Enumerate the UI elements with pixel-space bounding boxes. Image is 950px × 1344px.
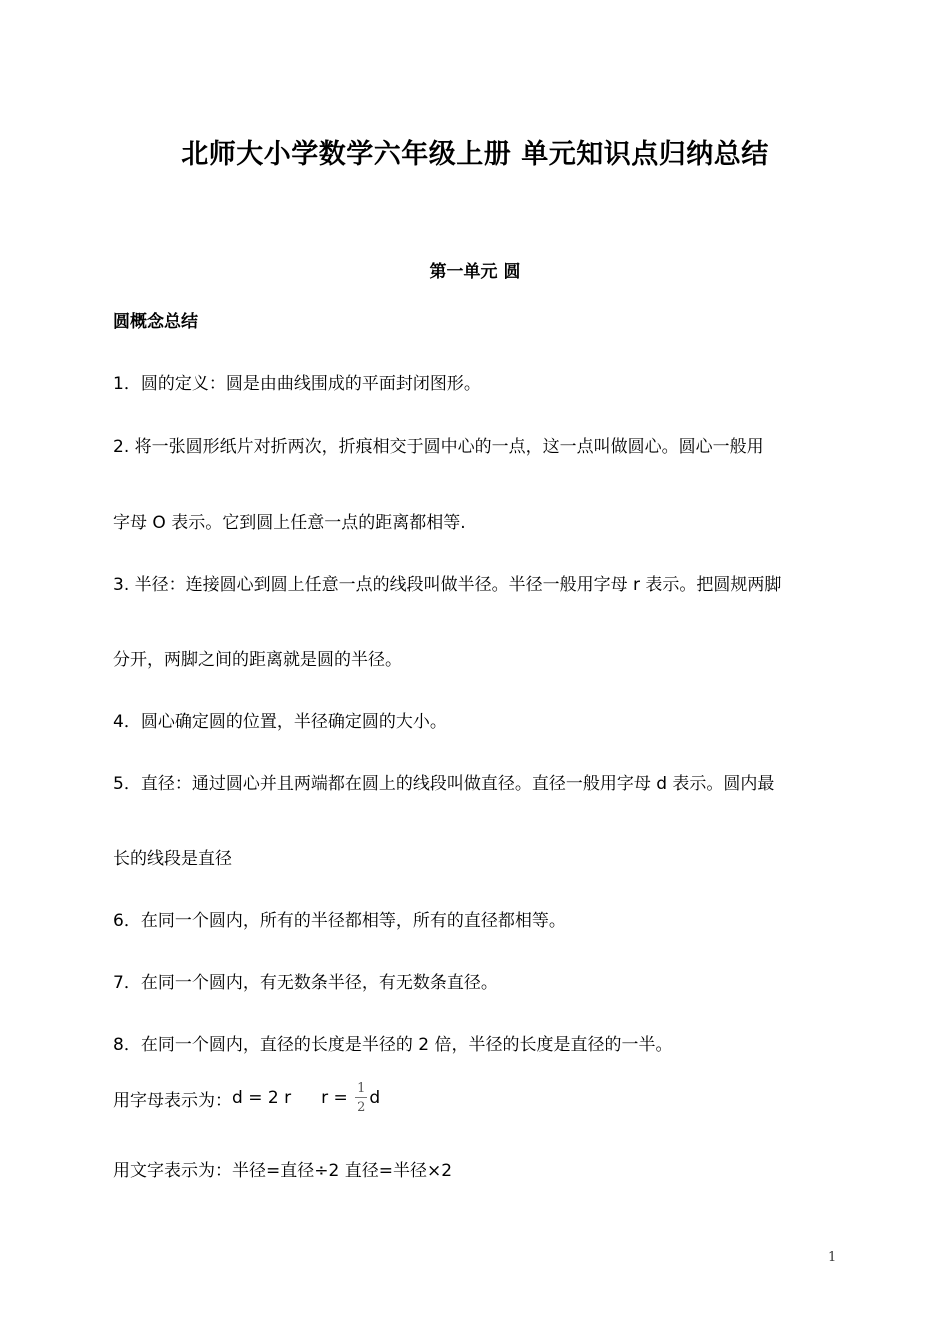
paragraph-line: 1．圆的定义：圆是由曲线围成的平面封闭图形。 [113,374,481,394]
paragraph-line: 6．在同一个圆内，所有的半径都相等，所有的直径都相等。 [113,911,566,931]
paragraph-line: 4．圆心确定圆的位置，半径确定圆的大小。 [113,712,447,732]
formula-words: 用文字表示为：半径=直径÷2 直径=半径×2 [113,1161,453,1181]
formula-letters [113,1082,380,1128]
page-number: 1 [828,1250,837,1265]
formula-prefix: 用字母表示为： [113,1090,232,1111]
fraction-numerator: 1 [357,1081,366,1096]
paragraph-line: 5．直径：通过圆心并且两端都在圆上的线段叫做直径。直径一般用字母 d 表示。圆内最 [113,774,775,794]
formula-eq1: d = 2 r [232,1088,292,1108]
section-title: 圆概念总结 [113,312,198,332]
fraction-one-half [355,1082,367,1114]
document-title: 北师大小学数学六年级上册 单元知识点归纳总结 [181,139,769,170]
paragraph-line: 2. 将一张圆形纸片对折两次，折痕相交于圆中心的一点，这一点叫做圆心。圆心一般用 [113,437,764,457]
paragraph-line: 3. 半径：连接圆心到圆上任意一点的线段叫做半径。半径一般用字母 r 表示。把圆规两脚 [113,575,782,595]
paragraph-line: 分开，两脚之间的距离就是圆的半径。 [113,650,402,670]
paragraph-line: 8．在同一个圆内，直径的长度是半径的 2 倍，半径的长度是直径的一半。 [113,1035,673,1055]
unit-title: 第一单元 圆 [429,262,521,282]
formula-eq2-left: r = [321,1088,348,1108]
formula-eq2-right: d [369,1088,381,1108]
paragraph-line: 7．在同一个圆内，有无数条半径，有无数条直径。 [113,973,498,993]
fraction-denominator: 2 [357,1100,366,1115]
paragraph-line: 字母 O 表示。它到圆上任意一点的距离都相等. [113,513,466,533]
paragraph-line: 长的线段是直径 [113,849,232,869]
